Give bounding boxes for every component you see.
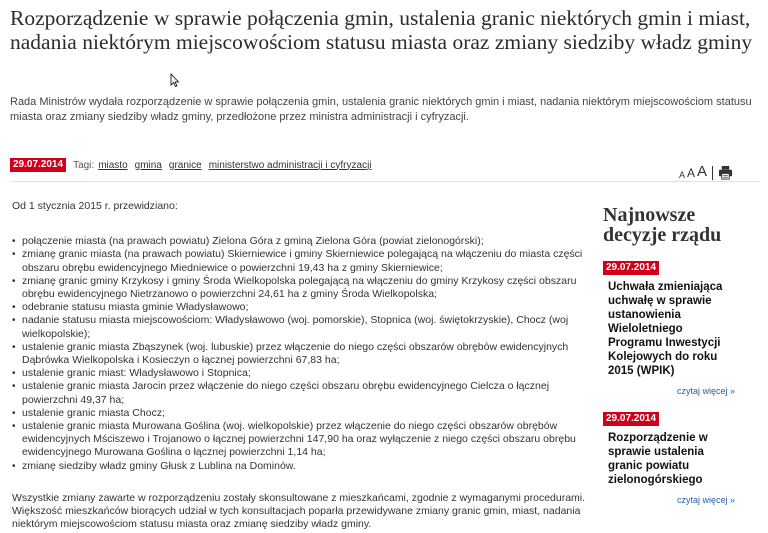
tools-divider [712, 166, 713, 180]
read-more-link[interactable]: czytaj więcej » [676, 386, 735, 396]
read-more-link[interactable]: czytaj więcej » [676, 495, 735, 505]
list-item: • połączenie miasta (na prawach powiatu) Zielona Góra z gminą Zielona Góra (powiat zielonogórski); [12, 235, 590, 248]
list-item: • ustalenie granic miasta Murowana Goślina (woj. wielkopolskie) przez włączenie do niego części obszarów obrębów ewidencyjnych Mściszewo i Trojanowo o łącznej powierzchni 147,90 ha oraz wyłączenie z niego części obszaru obrębu ewidencyjnego Murowana Goślina o łącznej powierzchni 1,14 ha; [12, 420, 590, 460]
list-item: • ustalenie granic miasta Chocz; [12, 407, 590, 420]
date-badge: 29.07.2014 [603, 261, 659, 275]
tags-label: Tagi: [73, 159, 95, 171]
list-item: • zmianę granic miasta (na prawach powiatu) Skierniewice i gminy Skierniewice polegającą na włączeniu do miasta części obszaru obrębu ewidencyjnego Miedniewice o powierzchni 19,43 ha z gminy Skierniewice; [12, 248, 590, 274]
list-item: • ustalenie granic miasta Zbąszynek (woj. lubuskie) przez włączenie do niego części obszarów obrębów ewidencyjnych Dąbrówka Wielkopolska i Kosieczyn o łącznej powierzchni 67,83 ha; [12, 341, 590, 367]
print-icon[interactable] [718, 165, 733, 180]
article-tools [679, 163, 733, 180]
page-title: Rozporządzenie w sprawie połączenia gmin, ustalenia granic niektórych gmin i miast, nadania niektórym miejscowościom statusu miasta oraz zmiany siedziby władz gminy [10, 6, 753, 54]
sidebar-news-item [603, 408, 735, 505]
list-item: • nadanie statusu miasta miejscowościom: Władysławowo (woj. pomorskie), Stopnica (woj. świętokrzyskie), Chocz (woj wielkopolskie); [12, 314, 590, 340]
tag-link[interactable]: gmina [134, 159, 162, 171]
font-size-large-button[interactable]: A [697, 163, 708, 180]
date-badge: 29.07.2014 [10, 158, 66, 172]
sidebar-news-item [603, 257, 735, 396]
tag-link[interactable]: miasto [98, 159, 128, 171]
tag-link[interactable]: ministerstwo administracji i cyfryzacji [208, 159, 372, 171]
list-item: • zmianę siedziby władz gminy Głusk z Lublina na Dominów. [12, 460, 590, 473]
latest-decisions-sidebar [603, 205, 735, 517]
date-badge: 29.07.2014 [603, 412, 659, 426]
font-size-small-button[interactable]: A [679, 170, 686, 180]
sidebar-news-title[interactable]: Uchwała zmieniająca uchwałę w sprawie ustanowienia Wieloletniego Programu Inwestycji Kolejowych do roku 2015 (WPIK) [608, 281, 723, 377]
font-size-medium-button[interactable]: A [687, 166, 696, 180]
list-item: • odebranie statusu miasta gminie Władysławowo; [12, 301, 590, 314]
article-closing: Wszystkie zmiany zawarte w rozporządzeniu zostały skonsultowane z mieszkańcami, zgodnie z wymaganymi procedurami. Większość mieszkańców biorących udział w tych konsultacjach poparła przewidywane zmiany granic gmin, miast, nadania niektórym miejscowościom statusu miasta oraz zmianę siedziby władz gminy. [12, 491, 586, 531]
list-item: • zmianę granic gminy Krzykosy i gminy Środa Wielkopolska polegającą na włączeniu do gminy Krzykosy części obszaru obrębu ewidencyjnego Nietrzanowo o powierzchni 24,61 ha z gminy Środa Wielkopolska; [12, 275, 590, 301]
tag-link[interactable]: granice [168, 159, 202, 171]
article-meta [10, 158, 375, 172]
article-body [12, 200, 590, 531]
mouse-pointer-icon [170, 73, 180, 87]
list-item: • ustalenie granic miast: Władysławowo i Stopnica; [12, 367, 590, 380]
sidebar-heading: Najnowsze decyzje rządu [603, 204, 722, 246]
section-divider [10, 181, 760, 182]
list-item: • ustalenie granic miasta Jarocin przez włączenie do niego części obszaru obrębu ewidencyjnego Cielcza o łącznej powierzchni 49,37 ha; [12, 380, 590, 406]
sidebar-news-title[interactable]: Rozporządzenie w sprawie ustalenia granic powiatu zielonogórskiego [608, 432, 708, 486]
article-lead: Rada Ministrów wydała rozporządzenie w sprawie połączenia gmin, ustalenia granic niektórych gmin i miast, nadania niektórym miejscowościom statusu miasta oraz zmiany siedziby władz gminy, przedłożone przez ministra administracji i cyfryzacji. [10, 96, 752, 123]
article-intro: Od 1 stycznia 2015 r. przewidziano: [12, 200, 178, 212]
changes-list [12, 235, 590, 473]
